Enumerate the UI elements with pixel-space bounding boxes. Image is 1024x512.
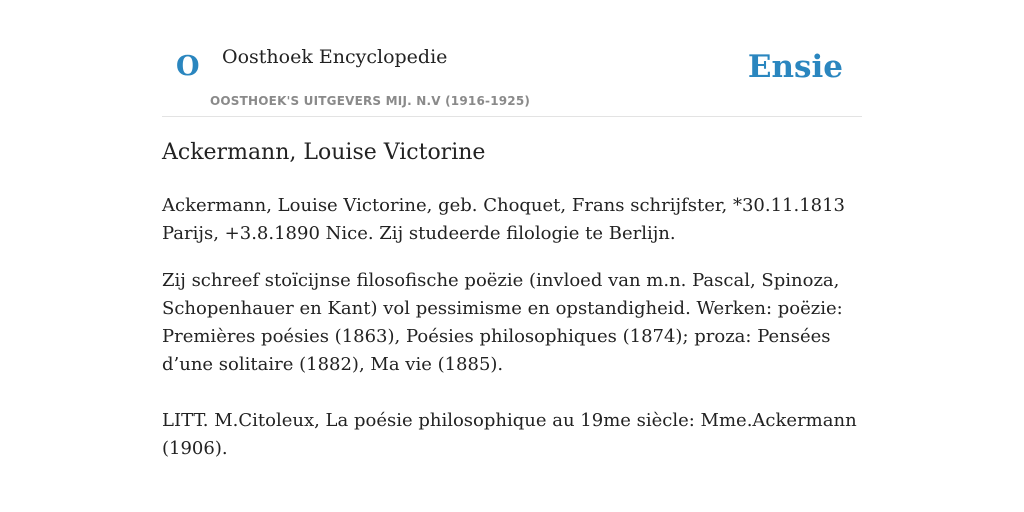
literature-reference: LITT. M.Citoleux, La poésie philosophique au 19me siècle: Mme.Ackermann (1906).	[162, 410, 857, 459]
site-header	[162, 0, 862, 117]
article-title: Ackermann, Louise Victorine	[162, 140, 486, 165]
article-paragraph: Zij schreef stoïcijnse filosofische poëzie (invloed van m.n. Pascal, Spinoza, Schopenhauer en Kant) vol pessimisme en opstandigheid. Werken: poëzie: Premières poésies (1863), Poésies philosophiques (1874); proza: Pensées d’une solitaire (1882), Ma vie (1885).	[162, 270, 843, 375]
site-title[interactable]: Oosthoek Encyclopedie	[222, 46, 448, 68]
page-container	[162, 0, 862, 459]
site-logo[interactable]: O	[176, 51, 200, 82]
ensie-brand-link[interactable]: Ensie	[747, 49, 843, 85]
publisher-subtitle: OOSTHOEK'S UITGEVERS MIJ. N.V (1916-1925)	[210, 94, 531, 108]
article-paragraph: Ackermann, Louise Victorine, geb. Choquet, Frans schrijfster, *30.11.1813 Parijs, +3.8.1890 Nice. Zij studeerde filologie te Berlijn.	[162, 195, 845, 244]
